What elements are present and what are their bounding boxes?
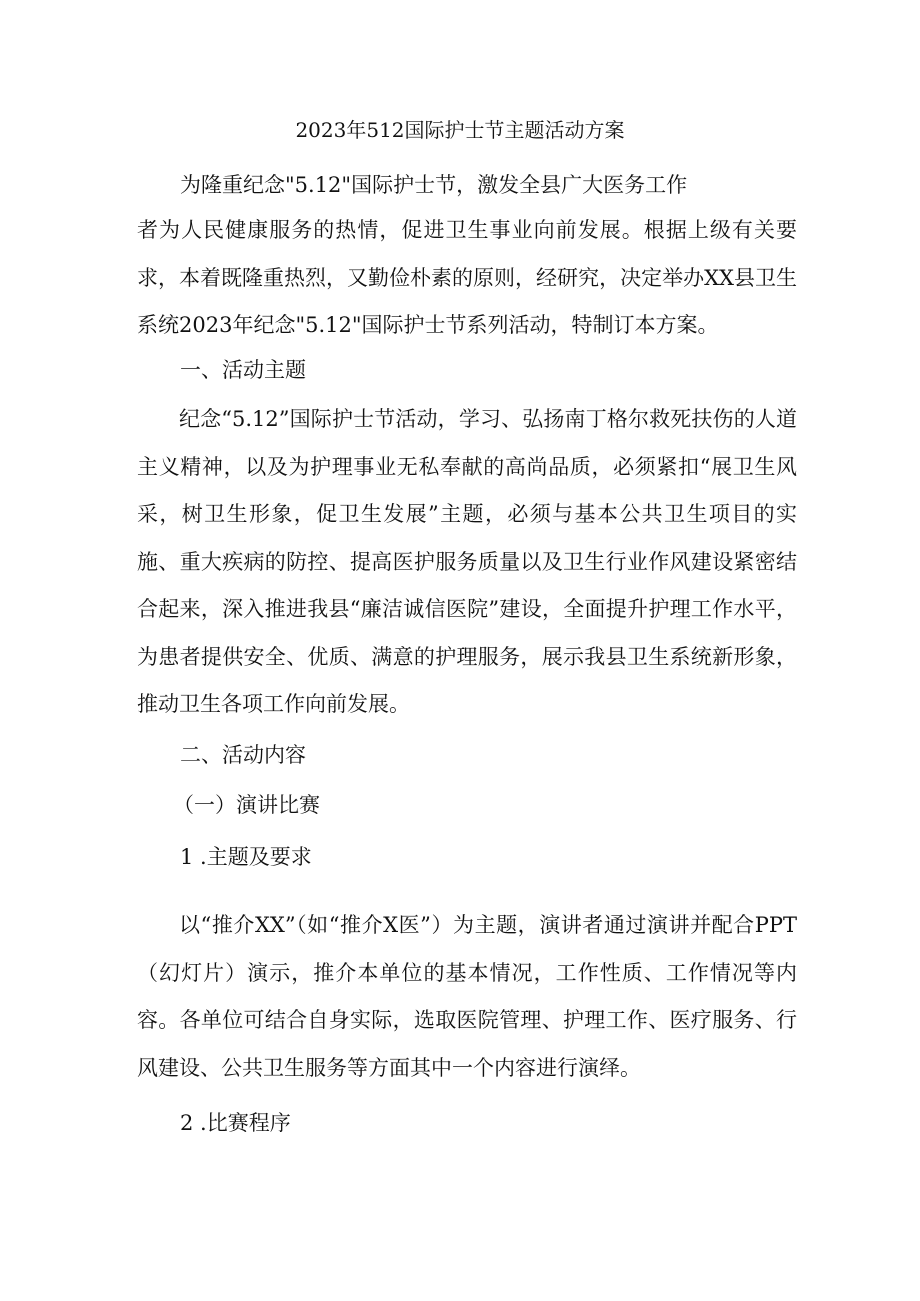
item-heading-theme-requirements: 1 .主题及要求 — [180, 845, 312, 869]
subsection-heading-speech-contest: （一）演讲比赛 — [173, 793, 320, 817]
theme-requirements-paragraph: 以“推介XX”（如“推介X医”）为主题，演讲者通过演讲并配合PPT（幻灯片）演示，推介本单位的基本情况，工作性质、工作情况等内容。各单位可结合自身实际，选取医院管理、护理工作、医疗服务、行风建设、公共卫生服务等方面其中一个内容进行演绎。 — [137, 913, 797, 1080]
item-heading-contest-procedure: 2 .比赛程序 — [180, 1111, 291, 1135]
section-heading-theme: 一、活动主题 — [180, 358, 306, 382]
section-heading-content: 二、活动内容 — [180, 743, 306, 767]
document-title: 2023年512国际护士节主题活动方案 — [295, 118, 625, 142]
intro-first-line: 为隆重纪念"5.12"国际护士节，激发全县广大医务工作 — [180, 173, 688, 197]
theme-paragraph: 纪念“5.12”国际护士节活动，学习、弘扬南丁格尔救死扶伤的人道主义精神，以及为护理事业无私奉献的高尚品质，必须紧扣“展卫生风采，树卫生形象，促卫生发展”主题，必须与基本公共卫生项目的实施、重大疾病的防控、提高医护服务质量以及卫生行业作风建设紧密结合起来，深入推进我县“廉洁诚信医院”建设，全面提升护理工作水平，为患者提供安全、优质、满意的护理服务，展示我县卫生系统新形象，推动卫生各项工作向前发展。 — [137, 407, 797, 716]
intro-paragraph: 者为人民健康服务的热情，促进卫生事业向前发展。根据上级有关要求，本着既隆重热烈，又勤俭朴素的原则，经研究，决定举办XX县卫生系统2023年纪念"5.12"国际护士节系列活动，特制订本方案。 — [137, 218, 797, 337]
